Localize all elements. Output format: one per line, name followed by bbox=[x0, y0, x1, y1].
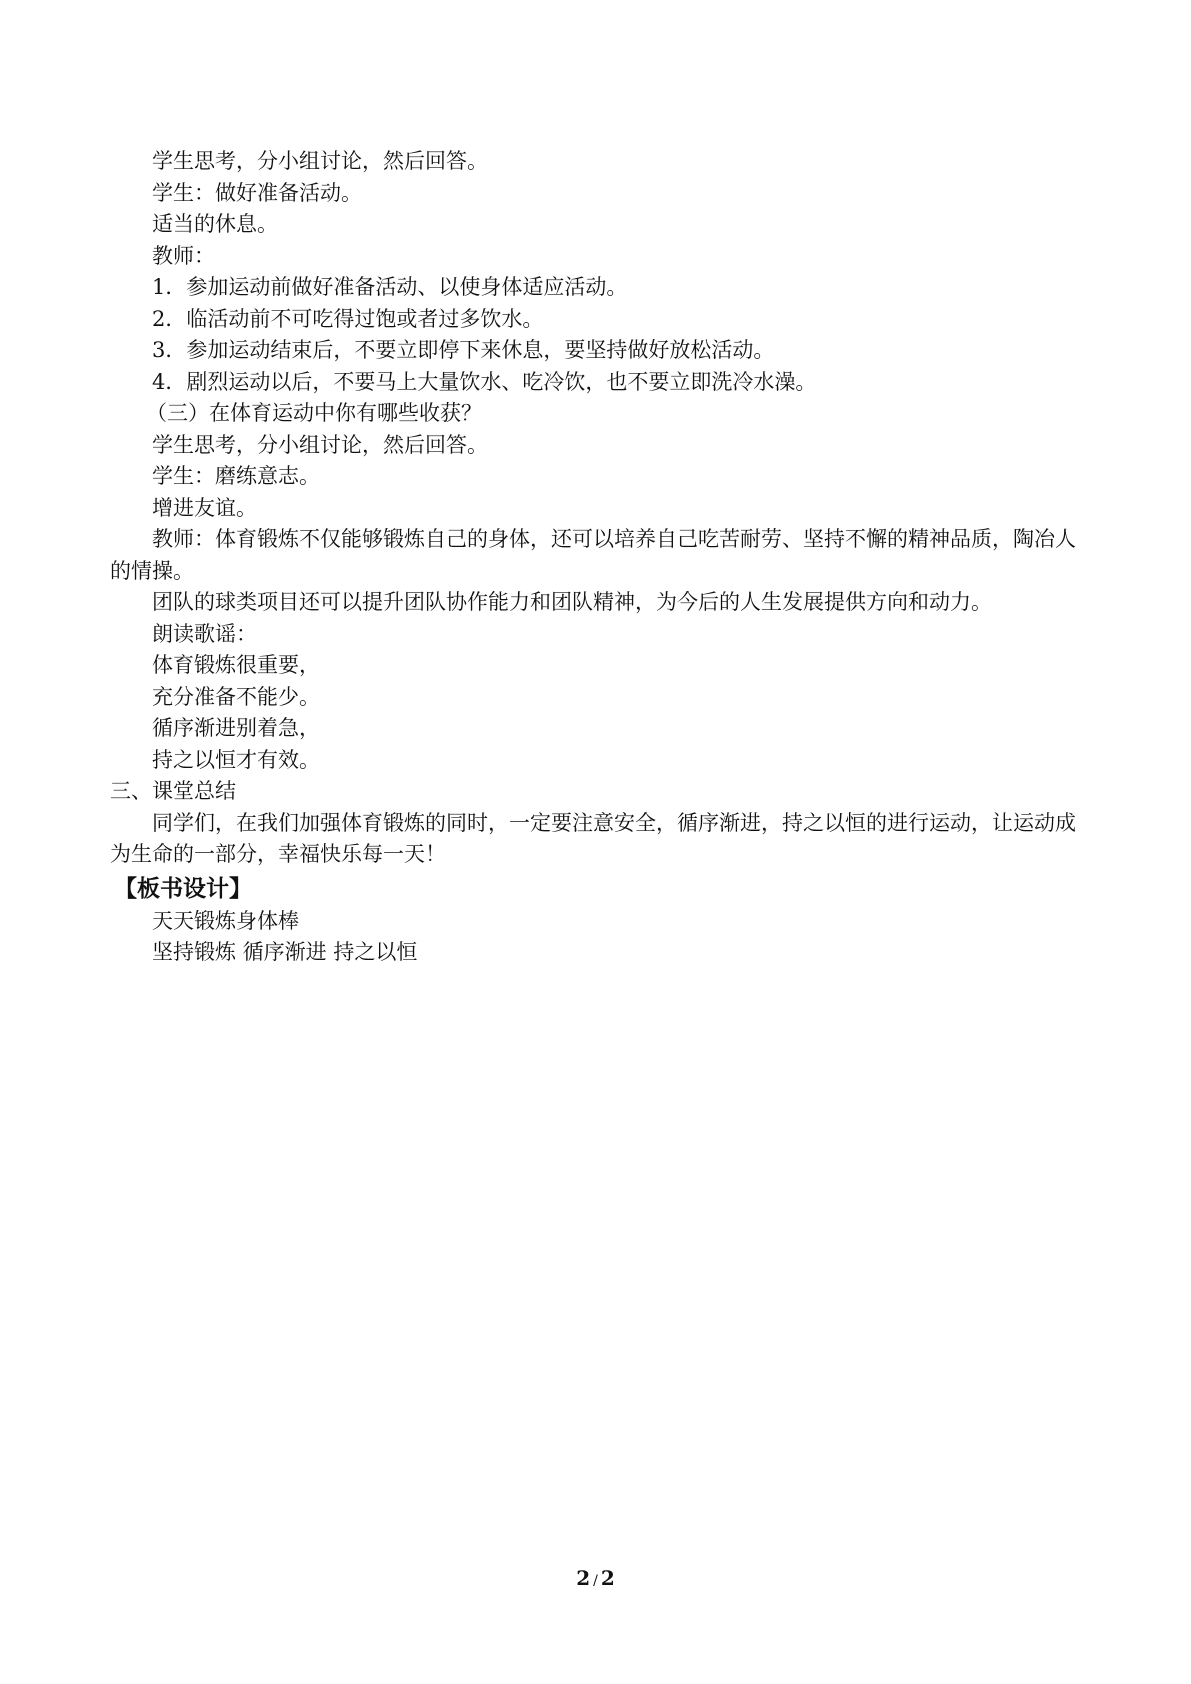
paragraph: 天天锻炼身体棒 bbox=[152, 908, 299, 933]
paragraph: 4．剧烈运动以后，不要马上大量饮水、吃冷饮，也不要立即洗冷水澡。 bbox=[152, 369, 817, 394]
paragraph: 2．临活动前不可吃得过饱或者过多饮水。 bbox=[152, 306, 544, 331]
paragraph: 增进友谊。 bbox=[152, 495, 257, 520]
paragraph: 学生：做好准备活动。 bbox=[152, 180, 362, 205]
page-number bbox=[0, 1566, 1191, 1590]
paragraph: 充分准备不能少。 bbox=[152, 684, 320, 709]
paragraph: 1．参加运动前做好准备活动、以使身体适应活动。 bbox=[152, 275, 628, 299]
paragraph: 体育锻炼很重要， bbox=[152, 653, 320, 677]
paragraph: 朗读歌谣： bbox=[152, 621, 257, 646]
total-page-number: 2 bbox=[600, 1566, 615, 1590]
section-heading: 【板书设计】 bbox=[114, 875, 252, 902]
paragraph: 同学们，在我们加强体育锻炼的同时，一定要注意安全，循序渐进，持之以恒的进行运动，让运动成为生命的一部分，幸福快乐每一天！ bbox=[110, 810, 1076, 866]
paragraph: 学生思考，分小组讨论，然后回答。 bbox=[152, 149, 488, 173]
paragraph: 坚持锻炼 循序渐进 持之以恒 bbox=[152, 940, 418, 964]
paragraph: 循序渐进别着急， bbox=[152, 716, 320, 740]
document-body bbox=[110, 146, 1090, 969]
paragraph: 适当的休息。 bbox=[152, 212, 278, 236]
paragraph: 3．参加运动结束后，不要立即停下来休息，要坚持做好放松活动。 bbox=[152, 338, 775, 362]
paragraph: 持之以恒才有效。 bbox=[152, 747, 320, 772]
paragraph: 三、课堂总结 bbox=[110, 779, 236, 803]
paragraph: 教师： bbox=[152, 243, 215, 268]
paragraph: 教师：体育锻炼不仅能够锻炼自己的身体，还可以培养自己吃苦耐劳、坚持不懈的精神品质，陶冶人的情操。 bbox=[110, 527, 1076, 583]
paragraph: 学生：磨练意志。 bbox=[152, 464, 320, 488]
current-page-number: 2 bbox=[576, 1566, 591, 1590]
paragraph: 学生思考，分小组讨论，然后回答。 bbox=[152, 432, 488, 457]
paragraph: （三）在体育运动中你有哪些收获？ bbox=[146, 401, 482, 425]
paragraph: 团队的球类项目还可以提升团队协作能力和团队精神，为今后的人生发展提供方向和动力。 bbox=[152, 590, 992, 614]
page-separator: / bbox=[593, 1573, 598, 1589]
